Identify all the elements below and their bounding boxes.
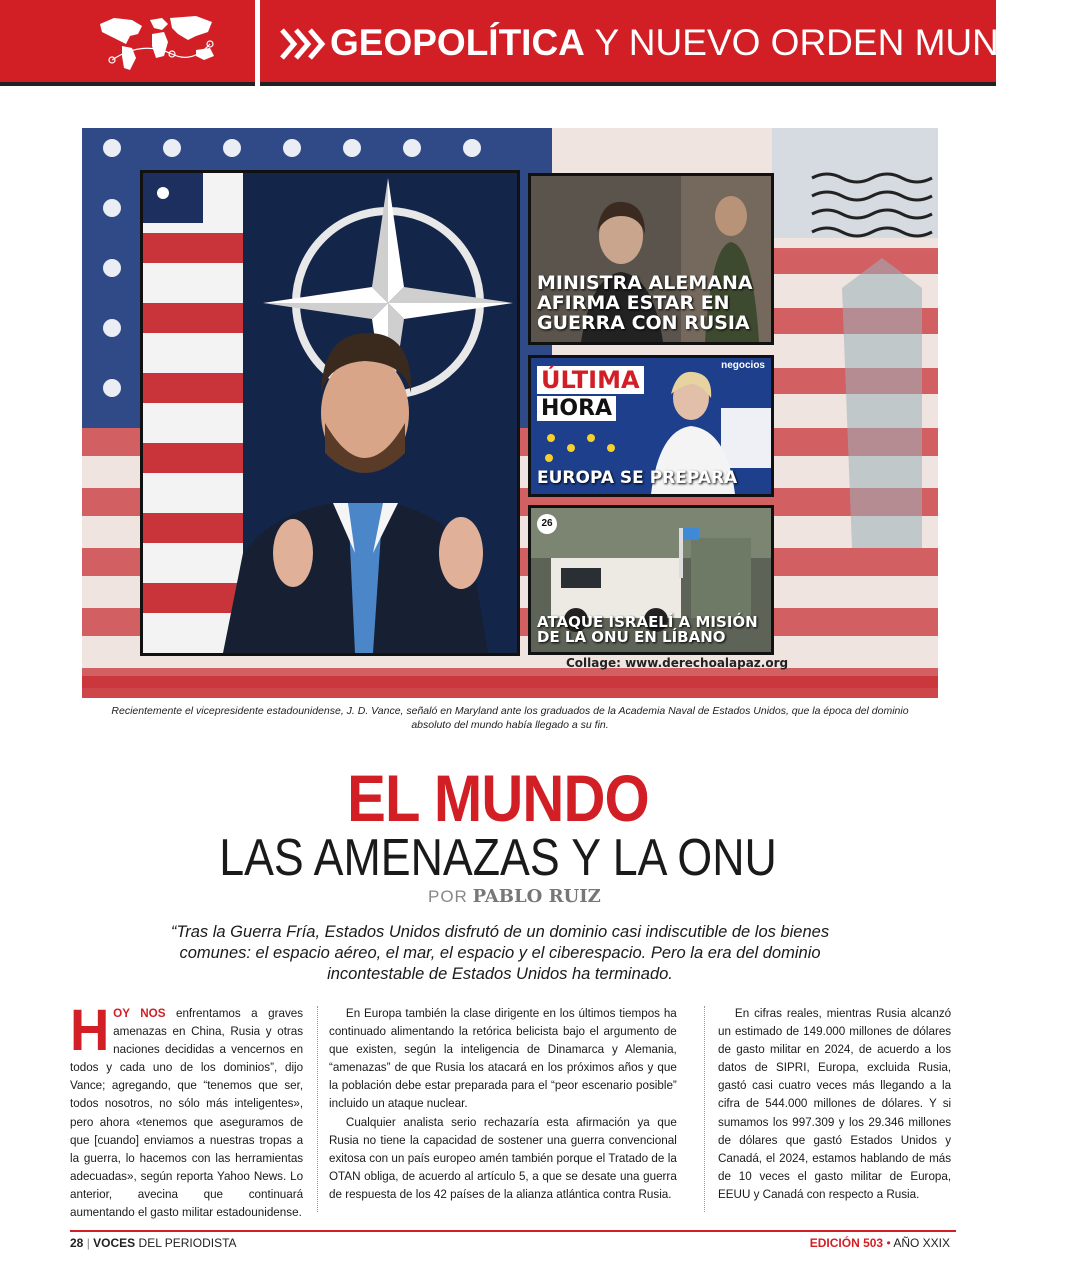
hero-collage xyxy=(82,128,938,698)
drop-cap: H xyxy=(70,998,110,1063)
magazine-name-rest: DEL PERIODISTA xyxy=(135,1236,237,1250)
column-divider xyxy=(704,1006,705,1212)
byline-prefix: POR xyxy=(428,887,468,906)
news-panel-libano xyxy=(528,505,774,655)
panel-2-tag-hora: HORA xyxy=(537,396,616,421)
vance-photo xyxy=(140,170,520,656)
byline xyxy=(428,886,601,907)
footer-separator: | xyxy=(86,1236,90,1250)
paragraph: En Europa también la clase dirigente en los últimos tiempos ha continuado alimentando la retórica belicista bajo el argumento de que existen, según la inteligencia de Dinamarca y Alemania, “amenazas” de que Rusia los atacará en los próximos años y que la población debe estar preparada para el “peor escenario posible” incluido un ataque nuclear. xyxy=(329,1006,677,1111)
panel-3-headline: ATAQUE ISRAELÍ A MISIÓN DE LA ONU EN LÍBANO xyxy=(537,612,758,647)
paragraph: En cifras reales, mientras Rusia alcanzó un estimado de 149.000 millones de dólares de gasto militar en 2024, de acuerdo a los datos de SIPRI, Europa, excluida Rusia, gastó casi cuatro veces más llegando a la cifra de 544.000 millones de dólares. Y si sumamos los 997.309 y los 29.346 millones de dólares que gastó Estados Unidos y Canadá, el 2024, estamos hablando de más de 10 veces el gasto militar de Europa, EEUU y Canadá con respecto a Rusia. xyxy=(718,1006,952,1201)
magazine-name-bold: VOCES xyxy=(93,1236,136,1250)
body-column-2 xyxy=(329,1004,677,1203)
pull-quote: “Tras la Guerra Fría, Estados Unidos disfrutó de un dominio casi indiscutible de los bienes comunes: el espacio aéreo, el mar, el espacio y el ciberespacio. Pero la era del dominio incontestable de Estados Unidos ha terminado. xyxy=(170,923,830,983)
section-title-bold: GEOPOLÍTICA xyxy=(330,22,585,63)
author-name: PABLO RUIZ xyxy=(472,886,601,907)
body-column-1 xyxy=(70,998,304,1221)
year-label: AÑO XXIX xyxy=(893,1236,950,1250)
footer-bullet: • xyxy=(886,1236,891,1250)
panel-2-source: negocios xyxy=(721,360,765,371)
news-panel-europa xyxy=(528,355,774,497)
footer-rule xyxy=(70,1230,956,1232)
body-column-3 xyxy=(718,1004,951,1203)
lead-in: OY NOS xyxy=(113,1006,166,1020)
edition-number: EDICIÓN 503 xyxy=(809,1236,884,1250)
panel-1-headline: MINISTRA ALEMANA AFIRMA ESTAR EN GUERRA CON RUSIA xyxy=(537,272,753,335)
panel-3-badge: 26 xyxy=(537,514,557,534)
collage-credit: Collage: www.derechoalapaz.org xyxy=(566,656,789,670)
photo-caption: Recientemente el vicepresidente estadounidense, J. D. Vance, señaló en Maryland ante los graduados de la Academia Naval de Estados Unidos, que la época del dominio absoluto del mundo había llegado a su fin. xyxy=(111,705,909,731)
chevrons-icon xyxy=(278,24,328,64)
section-header xyxy=(0,0,1081,86)
world-map-icon xyxy=(92,10,222,76)
paragraph xyxy=(70,998,304,1221)
footer-right xyxy=(810,1236,950,1250)
news-panel-ministra xyxy=(528,173,774,345)
section-title-rest: Y NUEVO ORDEN MUNDIAL xyxy=(584,22,1081,63)
panel-2-tag-ultima: ÚLTIMA xyxy=(537,366,644,394)
panel-2-headline: EUROPA SE PREPARA xyxy=(537,468,738,489)
page-number: 28 xyxy=(70,1236,84,1250)
header-divider xyxy=(255,0,260,86)
article-subtitle: LAS AMENAZAS Y LA ONU xyxy=(219,829,777,887)
article-title: EL MUNDO xyxy=(347,761,649,835)
paragraph-text: enfrentamos a graves amenazas en China, Rusia y otras naciones decididas a vencernos en todos y cada uno de los dominios”, dijo Vance; agregando, que “tenemos que ser, todos nosotros, no sólo más inteligentes», pero ahora «tenemos que aseguramos de que [cuando] enviamos a nuestras tropas a la guerra, lo hacemos con las herramientas adecuadas», según reporta Yahoo News. Lo anterior, avecina que continuará aumentando el gasto militar estadounidense. xyxy=(70,1006,304,1220)
column-divider xyxy=(317,1006,318,1212)
footer-left xyxy=(70,1236,237,1250)
section-title xyxy=(330,22,1081,64)
paragraph: Cualquier analista serio rechazaría esta afirmación ya que Rusia no tiene la capacidad de sostener una guerra convencional exitosa con un país europeo amén también porque el Tratado de la OTAN obliga, de acuerdo al artículo 5, a que se desate una guerra de respuesta de los 42 países de la alianza atlántica contra Rusia. xyxy=(329,1114,677,1201)
